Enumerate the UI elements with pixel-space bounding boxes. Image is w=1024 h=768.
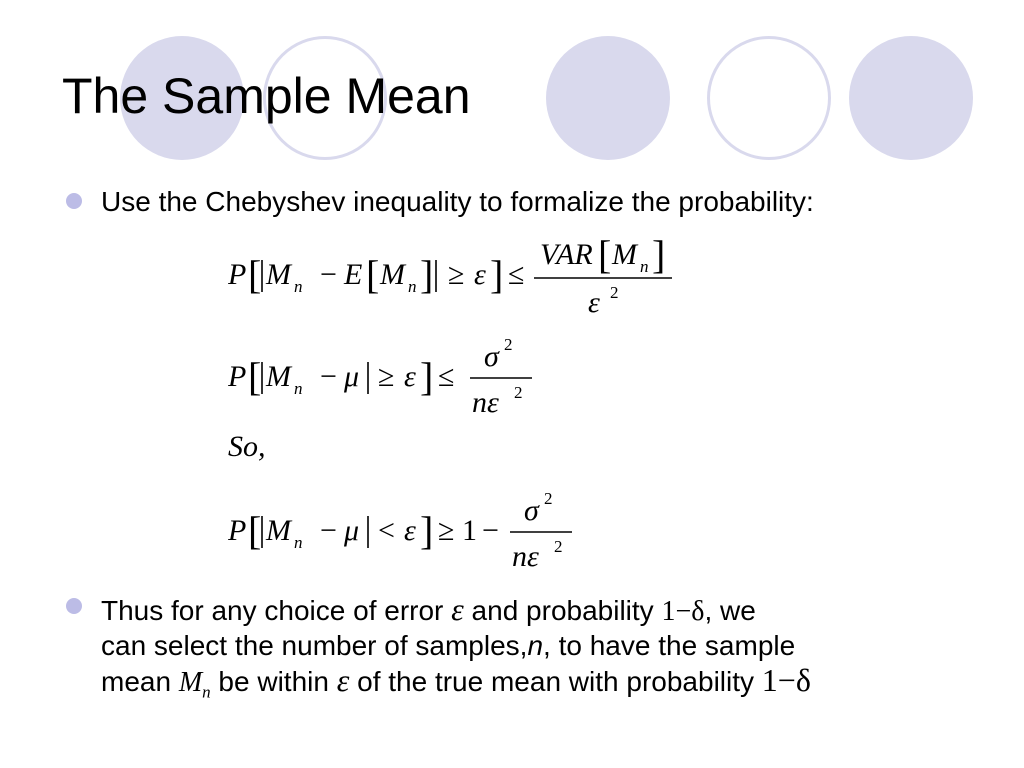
one-minus-delta: 1−δ [661,596,705,627]
svg-text:−: − [320,514,337,547]
bullet-text-chebyshev: Use the Chebyshev inequality to formalize the probability: [101,186,814,217]
svg-text:M: M [380,258,405,291]
svg-text:M: M [266,514,291,547]
bullet-dot [66,193,82,209]
svg-text:[: [ [248,252,262,297]
svg-text:2: 2 [514,383,523,402]
svg-text:[: [ [366,252,380,297]
svg-text:≥: ≥ [438,514,455,547]
svg-text:2: 2 [504,335,513,354]
svg-text:M: M [612,238,637,271]
bullet-line-1: Thus for any choice of error ε and probability 1−δ, we [101,591,756,627]
epsilon-symbol: ε [336,662,350,698]
svg-text:]: ] [420,354,434,399]
bullet-line-3: mean $M_n$ be within ε of the true mean with probability 1−δ [101,662,811,702]
svg-text:n: n [640,257,649,276]
svg-text:≤: ≤ [438,360,455,393]
svg-text:nε: nε [472,386,499,419]
svg-text:−: − [320,360,337,393]
so-label: So, [228,430,266,463]
svg-text:]: ] [420,252,434,297]
decor-circle-outline [707,36,831,160]
svg-text:2: 2 [610,283,619,302]
svg-text:ε: ε [474,258,486,291]
svg-text:M: M [266,360,291,393]
svg-text:n: n [294,379,303,398]
m-n-symbol: $M_n$ [178,667,211,702]
svg-text:ε: ε [588,286,600,314]
svg-text:2: 2 [554,537,563,556]
svg-text:μ: μ [344,360,360,393]
decor-circle-filled [546,36,670,160]
svg-text:M: M [266,258,291,291]
svg-text:−: − [482,514,499,547]
svg-text:σ: σ [524,494,539,527]
svg-text:1: 1 [462,514,477,547]
equation-chebyshev-general [228,228,688,322]
decor-circle-filled [849,36,973,160]
svg-text:2: 2 [544,489,553,508]
bullet-dot [66,598,82,614]
epsilon-symbol: ε [451,591,464,627]
svg-text:[: [ [248,508,262,553]
svg-text:P: P [228,360,247,393]
svg-text:P: P [228,258,247,291]
svg-text:nε: nε [512,540,539,572]
equation-chebyshev-sigma [228,334,548,428]
svg-text:ε: ε [404,514,416,547]
svg-text:n: n [408,277,417,296]
svg-text:σ: σ [484,340,499,373]
n-variable: n [527,630,544,661]
svg-text:[: [ [248,354,262,399]
svg-text:≥: ≥ [448,258,465,291]
svg-text:n: n [294,533,303,552]
svg-text:]: ] [420,508,434,553]
svg-text:[: [ [598,232,612,277]
equation-so [228,430,266,464]
svg-text:≤: ≤ [508,258,525,291]
svg-text:]: ] [652,232,666,277]
one-minus-delta: 1−δ [761,662,811,698]
svg-text:E: E [344,258,363,291]
svg-text:n: n [294,277,303,296]
svg-text:<: < [378,514,395,547]
svg-text:ε: ε [404,360,416,393]
svg-text:−: − [320,258,337,291]
svg-text:P: P [228,514,247,547]
equation-bound-result [228,486,588,580]
svg-text:]: ] [490,252,504,297]
slide-title: The Sample Mean [62,68,471,124]
svg-text:VAR: VAR [540,238,593,271]
svg-text:≥: ≥ [378,360,395,393]
bullet-text-sample-size [101,592,811,710]
bullet-line-2: can select the number of samples,n, to have the sample [101,630,796,661]
svg-text:μ: μ [344,514,360,547]
